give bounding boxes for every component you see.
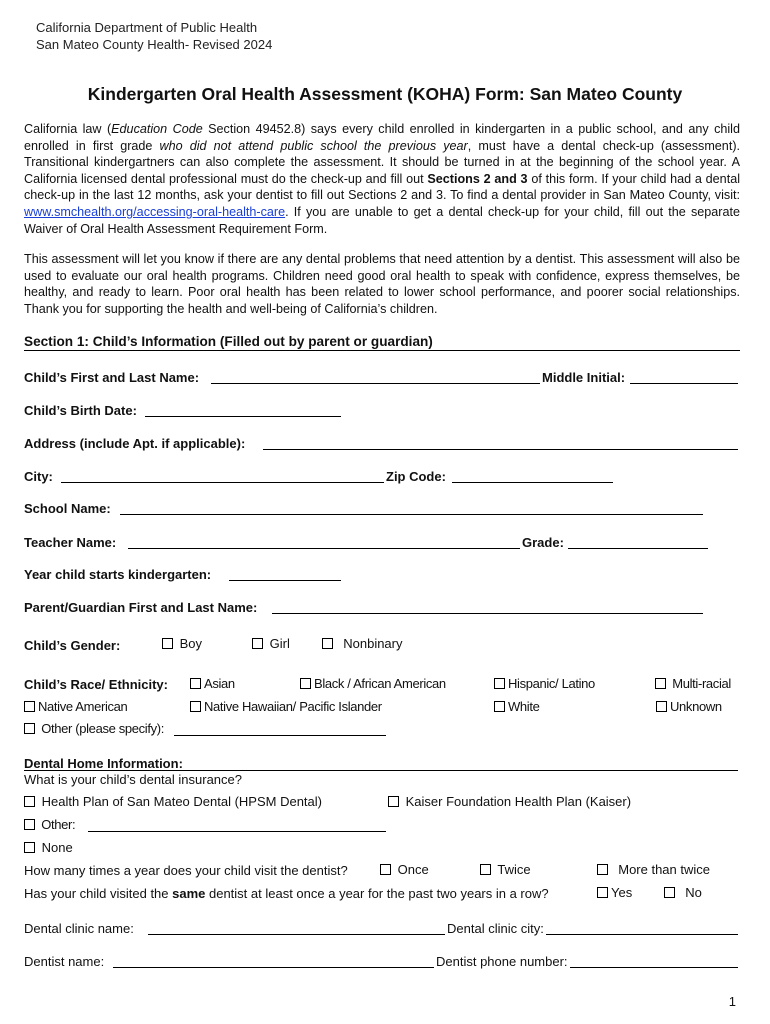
grade-label: Grade:: [522, 535, 564, 550]
visits-option-once[interactable]: Once: [380, 862, 429, 877]
birth-date-label: Child’s Birth Date:: [24, 403, 137, 418]
child-name-label: Child’s First and Last Name:: [24, 370, 200, 385]
dentist-name-label: Dentist name:: [24, 954, 105, 969]
city-field[interactable]: [61, 469, 384, 483]
checkbox-white[interactable]: [494, 701, 505, 712]
dentist-name-field[interactable]: [113, 954, 738, 968]
child-name-field[interactable]: [211, 370, 540, 384]
visits-option-twice[interactable]: Twice: [480, 862, 531, 877]
checkbox-insurance-other[interactable]: [24, 819, 35, 830]
dental-provider-link[interactable]: www.smchealth.org/accessing-oral-health-care: [24, 204, 286, 219]
visits-question: How many times a year does your child visit the dentist?: [24, 863, 348, 878]
race-option-other[interactable]: Other (please specify):: [24, 721, 164, 736]
insurance-option-none[interactable]: None: [24, 840, 73, 855]
checkbox-hpsm-dental[interactable]: [24, 796, 35, 807]
checkbox-multi-racial[interactable]: [655, 678, 666, 689]
checkbox-nonbinary[interactable]: [322, 638, 333, 649]
race-option-native-hawaiian[interactable]: Native Hawaiian/ Pacific Islander: [190, 699, 382, 714]
gender-option-nonbinary[interactable]: Nonbinary: [322, 636, 403, 651]
birth-date-field[interactable]: [145, 403, 341, 417]
page-number: 1: [728, 994, 736, 1009]
clinic-name-field[interactable]: [148, 921, 738, 935]
insurance-option-hpsm[interactable]: Health Plan of San Mateo Dental (HPSM Dental): [24, 794, 322, 809]
dental-home-heading: Dental Home Information:: [24, 756, 183, 771]
race-option-white[interactable]: White: [494, 699, 539, 714]
checkbox-unknown[interactable]: [656, 701, 667, 712]
race-option-asian[interactable]: Asian: [190, 676, 235, 691]
checkbox-boy[interactable]: [162, 638, 173, 649]
teacher-name-label: Teacher Name:: [24, 535, 117, 550]
intro-paragraph-1: California law (Education Code Section 49452.8) says every child enrolled in kindergarten in a public school, and any child enrolled in first grade who did not attend public school the previous year, must have a dental check-up (assessment). Transitional kindergartners can also complete the assessment. It should be turned in at the beginning of the school year. A California licensed dental professional must do the check-up and fill out Sections 2 and 3 of this form. If your child had a dental check-up in the last 12 months, ask your dentist to fill out Sections 2 and 3. To find a dental provider in San Mateo County, visit: www.smchealth.org/accessing-oral-health-care. If you are unable to get a dental check-up for your child, fill out the separate Waiver of Oral Health Assessment Requirement Form.: [24, 122, 741, 236]
checkbox-no[interactable]: [664, 887, 675, 898]
insurance-option-kaiser[interactable]: Kaiser Foundation Health Plan (Kaiser): [388, 794, 631, 809]
school-name-label: School Name:: [24, 501, 111, 516]
gender-option-girl[interactable]: Girl: [252, 636, 290, 651]
section-1-heading: Section 1: Child’s Information (Filled out by parent or guardian): [24, 334, 740, 351]
race-option-black[interactable]: Black / African American: [300, 676, 446, 691]
header-revision: San Mateo County Health- Revised 2024: [36, 37, 273, 52]
checkbox-hispanic-latino[interactable]: [494, 678, 505, 689]
kindergarten-year-field[interactable]: [229, 567, 341, 581]
checkbox-more-than-twice[interactable]: [597, 864, 608, 875]
clinic-name-label: Dental clinic name:: [24, 921, 134, 936]
insurance-other-field[interactable]: [88, 818, 386, 832]
checkbox-insurance-none[interactable]: [24, 842, 35, 853]
page-title: Kindergarten Oral Health Assessment (KOHA) Form: San Mateo County: [87, 84, 683, 104]
city-label: City:: [24, 469, 53, 484]
race-other-field[interactable]: [174, 722, 386, 736]
insurance-option-other[interactable]: Other:: [24, 817, 75, 832]
race-option-hispanic[interactable]: Hispanic/ Latino: [494, 676, 595, 691]
checkbox-race-other[interactable]: [24, 723, 35, 734]
same-dentist-option-no[interactable]: No: [664, 885, 702, 900]
clinic-city-label: Dental clinic city:: [447, 921, 544, 936]
zip-code-label: Zip Code:: [386, 469, 446, 484]
school-name-field[interactable]: [120, 501, 703, 515]
race-option-multiracial[interactable]: Multi-racial: [655, 676, 731, 691]
dentist-phone-label: Dentist phone number:: [436, 954, 568, 969]
same-dentist-option-yes[interactable]: Yes: [597, 885, 632, 900]
gender-label: Child’s Gender:: [24, 638, 121, 653]
race-option-native-american[interactable]: Native American: [24, 699, 127, 714]
intro-paragraph-2: This assessment will let you know if there are any dental problems that need attention by a dentist. This assessment will also be used to evaluate our oral health programs. Children need good oral health to speak with confidence, express themselves, be healthy, and ready to learn. Poor oral health has been related to lower school performance, and poorer social relationships. Thank you for supporting the health and well-being of California’s children.: [24, 252, 740, 316]
race-label: Child’s Race/ Ethnicity:: [24, 677, 168, 692]
same-dentist-question: Has your child visited the same dentist at least once a year for the past two years in a row?: [24, 886, 549, 901]
checkbox-yes[interactable]: [597, 887, 608, 898]
checkbox-black-african-american[interactable]: [300, 678, 311, 689]
middle-initial-field[interactable]: [630, 370, 738, 384]
checkbox-kaiser[interactable]: [388, 796, 399, 807]
checkbox-native-hawaiian[interactable]: [190, 701, 201, 712]
gender-option-boy[interactable]: Boy: [162, 636, 202, 651]
insurance-question: What is your child’s dental insurance?: [24, 772, 242, 787]
address-field[interactable]: [263, 436, 738, 450]
visits-option-more[interactable]: More than twice: [597, 862, 710, 877]
kindergarten-year-label: Year child starts kindergarten:: [24, 567, 212, 582]
race-option-unknown[interactable]: Unknown: [656, 699, 722, 714]
zip-code-field[interactable]: [452, 469, 613, 483]
parent-name-label: Parent/Guardian First and Last Name:: [24, 600, 258, 615]
checkbox-native-american[interactable]: [24, 701, 35, 712]
teacher-name-field[interactable]: [128, 535, 520, 549]
checkbox-twice[interactable]: [480, 864, 491, 875]
parent-name-field[interactable]: [272, 600, 703, 614]
checkbox-girl[interactable]: [252, 638, 263, 649]
grade-field[interactable]: [568, 535, 708, 549]
checkbox-once[interactable]: [380, 864, 391, 875]
middle-initial-label: Middle Initial:: [542, 370, 626, 385]
checkbox-asian[interactable]: [190, 678, 201, 689]
header-agency: California Department of Public Health: [36, 20, 258, 35]
address-label: Address (include Apt. if applicable):: [24, 436, 246, 451]
